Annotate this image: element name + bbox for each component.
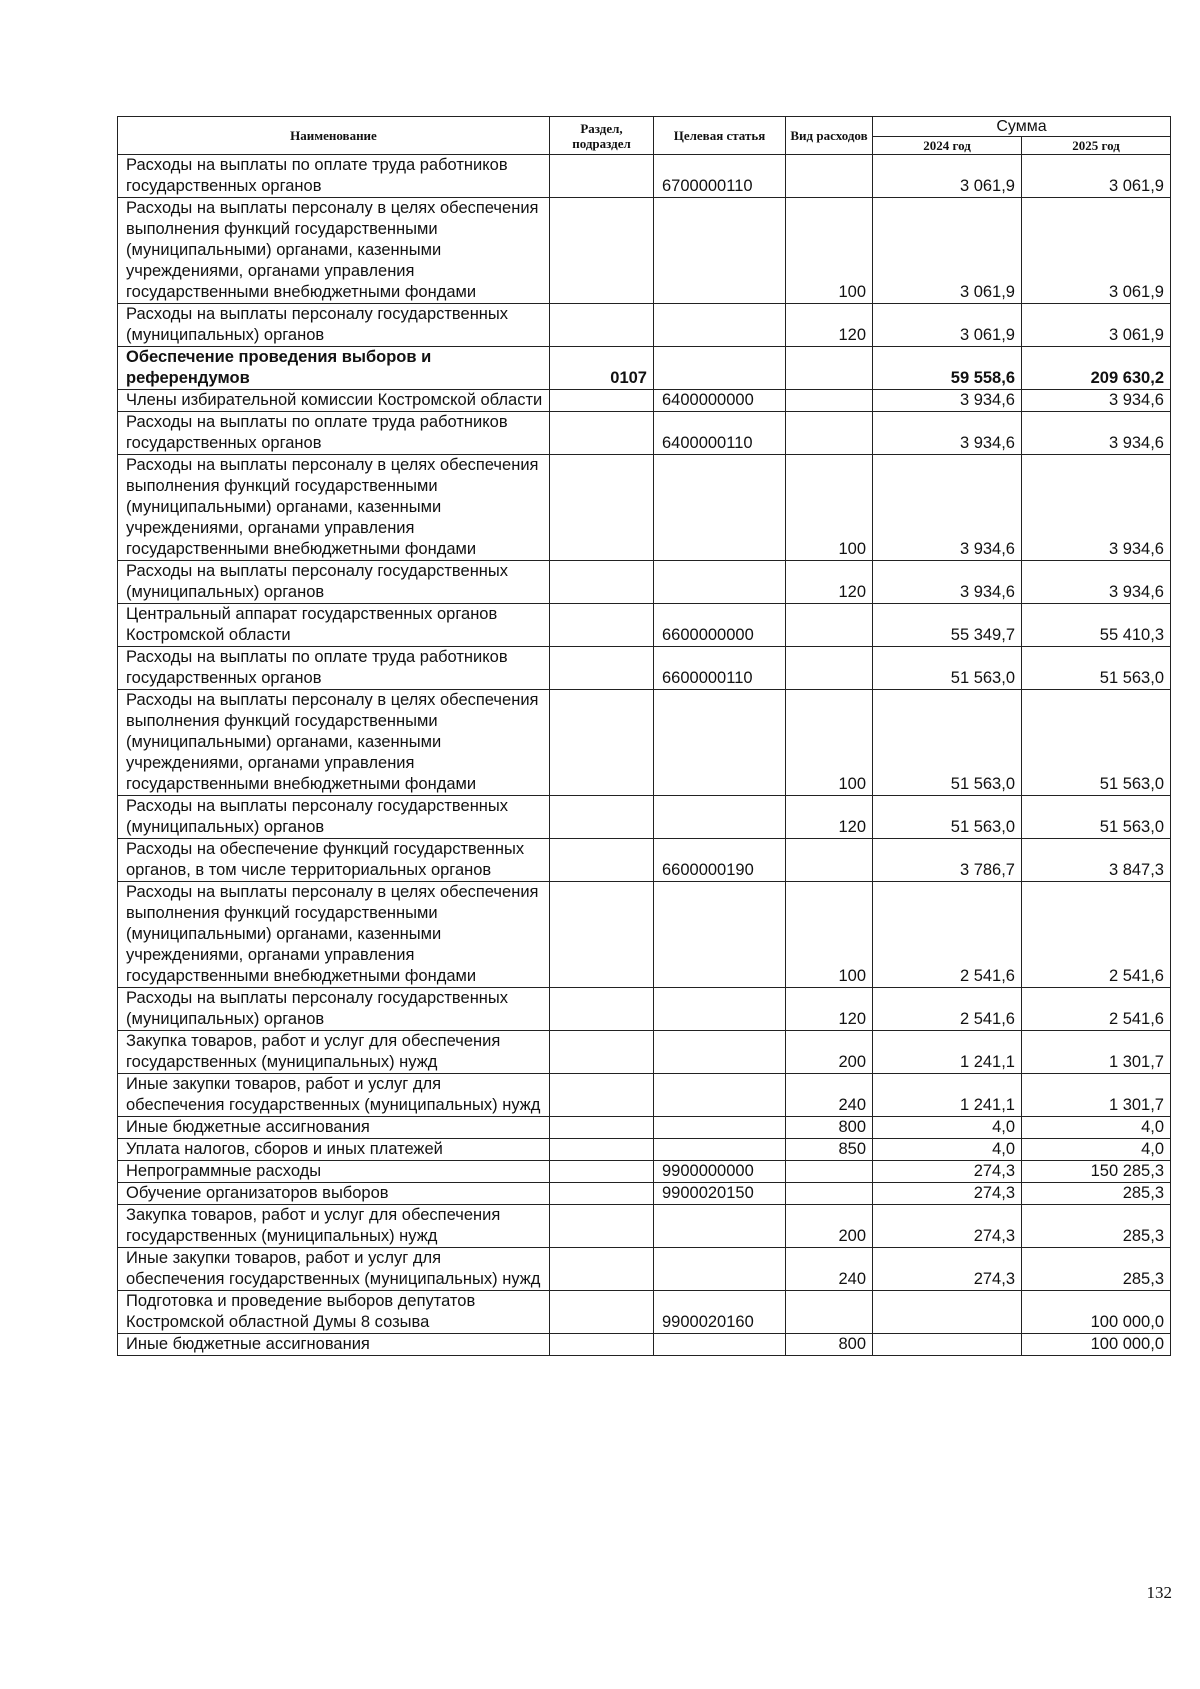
row-razdel: [550, 1117, 654, 1139]
row-sum-2024: 2 541,6: [873, 882, 1022, 988]
row-celevaya: [654, 1139, 786, 1161]
row-vid: 200: [786, 1205, 873, 1248]
row-sum-2024: 3 934,6: [873, 412, 1022, 455]
row-razdel: [550, 412, 654, 455]
row-celevaya: [654, 561, 786, 604]
row-name: Расходы на выплаты персоналу государственных (муниципальных) органов: [118, 304, 550, 347]
table-row: [118, 412, 1171, 455]
table-row: [118, 1291, 1171, 1334]
row-vid: 100: [786, 690, 873, 796]
row-razdel: [550, 155, 654, 198]
row-vid: 120: [786, 304, 873, 347]
row-sum-2025: 100 000,0: [1022, 1291, 1171, 1334]
row-name: Иные закупки товаров, работ и услуг для обеспечения государственных (муниципальных) нужд: [118, 1074, 550, 1117]
row-sum-2024: 3 786,7: [873, 839, 1022, 882]
row-name: Обеспечение проведения выборов и референдумов: [118, 347, 550, 390]
row-vid: 800: [786, 1117, 873, 1139]
row-vid: [786, 647, 873, 690]
row-celevaya: [654, 988, 786, 1031]
row-celevaya: 9900000000: [654, 1161, 786, 1183]
row-sum-2025: 285,3: [1022, 1183, 1171, 1205]
row-razdel: [550, 455, 654, 561]
row-vid: [786, 1183, 873, 1205]
row-sum-2025: 51 563,0: [1022, 796, 1171, 839]
table-row: [118, 690, 1171, 796]
row-celevaya: 6600000000: [654, 604, 786, 647]
row-vid: 240: [786, 1074, 873, 1117]
header-year-2024: 2024 год: [873, 137, 1022, 155]
header-celevaya: Целевая статья: [654, 117, 786, 155]
row-name: Расходы на выплаты персоналу в целях обеспечения выполнения функций государственными (муниципальными) органами, казенными учреждениями, органами управления государственными внебюджетными фондами: [118, 690, 550, 796]
row-name: Непрограммные расходы: [118, 1161, 550, 1183]
row-name: Расходы на выплаты персоналу государственных (муниципальных) органов: [118, 988, 550, 1031]
table-row: [118, 839, 1171, 882]
row-razdel: [550, 561, 654, 604]
row-celevaya: 6700000110: [654, 155, 786, 198]
row-celevaya: [654, 1248, 786, 1291]
row-sum-2025: 2 541,6: [1022, 882, 1171, 988]
row-sum-2024: 3 061,9: [873, 155, 1022, 198]
row-name: Закупка товаров, работ и услуг для обеспечения государственных (муниципальных) нужд: [118, 1205, 550, 1248]
row-vid: [786, 1161, 873, 1183]
row-name: Иные бюджетные ассигнования: [118, 1117, 550, 1139]
table-row: [118, 304, 1171, 347]
table-row: [118, 1334, 1171, 1356]
row-sum-2024: 59 558,6: [873, 347, 1022, 390]
row-sum-2024: [873, 1334, 1022, 1356]
row-sum-2025: 51 563,0: [1022, 647, 1171, 690]
row-vid: [786, 412, 873, 455]
row-sum-2025: 4,0: [1022, 1139, 1171, 1161]
row-vid: [786, 839, 873, 882]
table-row: [118, 882, 1171, 988]
row-name: Члены избирательной комиссии Костромской области: [118, 390, 550, 412]
row-name: Закупка товаров, работ и услуг для обеспечения государственных (муниципальных) нужд: [118, 1031, 550, 1074]
row-vid: 120: [786, 796, 873, 839]
row-sum-2025: 1 301,7: [1022, 1031, 1171, 1074]
table-row: [118, 347, 1171, 390]
row-sum-2024: 51 563,0: [873, 647, 1022, 690]
table-row: [118, 1161, 1171, 1183]
row-name: Расходы на выплаты персоналу государственных (муниципальных) органов: [118, 561, 550, 604]
row-sum-2025: 3 847,3: [1022, 839, 1171, 882]
row-name: Иные бюджетные ассигнования: [118, 1334, 550, 1356]
row-razdel: [550, 1183, 654, 1205]
row-sum-2025: 3 061,9: [1022, 155, 1171, 198]
row-razdel: [550, 1139, 654, 1161]
row-name: Расходы на обеспечение функций государственных органов, в том числе территориальных органов: [118, 839, 550, 882]
row-sum-2024: [873, 1291, 1022, 1334]
row-razdel: [550, 1161, 654, 1183]
row-sum-2024: 2 541,6: [873, 988, 1022, 1031]
row-sum-2025: 2 541,6: [1022, 988, 1171, 1031]
row-sum-2025: 285,3: [1022, 1205, 1171, 1248]
row-sum-2024: 3 934,6: [873, 455, 1022, 561]
row-celevaya: 9900020160: [654, 1291, 786, 1334]
row-razdel: [550, 304, 654, 347]
row-sum-2025: 55 410,3: [1022, 604, 1171, 647]
row-razdel: [550, 690, 654, 796]
row-razdel: [550, 198, 654, 304]
table-row: [118, 1117, 1171, 1139]
page-number: 132: [1146, 1583, 1172, 1602]
row-sum-2025: 3 934,6: [1022, 455, 1171, 561]
row-celevaya: 6400000000: [654, 390, 786, 412]
row-sum-2024: 274,3: [873, 1248, 1022, 1291]
row-sum-2024: 3 934,6: [873, 390, 1022, 412]
row-vid: 120: [786, 561, 873, 604]
row-celevaya: 6600000190: [654, 839, 786, 882]
row-celevaya: 6600000110: [654, 647, 786, 690]
table-row: [118, 604, 1171, 647]
row-celevaya: 9900020150: [654, 1183, 786, 1205]
row-name: Уплата налогов, сборов и иных платежей: [118, 1139, 550, 1161]
row-sum-2024: 3 061,9: [873, 198, 1022, 304]
row-razdel: [550, 1205, 654, 1248]
table-row: [118, 1248, 1171, 1291]
row-sum-2025: 100 000,0: [1022, 1334, 1171, 1356]
row-celevaya: [654, 1334, 786, 1356]
row-sum-2024: 4,0: [873, 1139, 1022, 1161]
row-name: Расходы на выплаты по оплате труда работников государственных органов: [118, 412, 550, 455]
table-row: [118, 455, 1171, 561]
table-row: [118, 1139, 1171, 1161]
row-razdel: 0107: [550, 347, 654, 390]
budget-table: [117, 116, 1171, 1356]
row-vid: [786, 604, 873, 647]
row-sum-2024: 1 241,1: [873, 1074, 1022, 1117]
table-row: [118, 1205, 1171, 1248]
table-row: [118, 988, 1171, 1031]
row-vid: 800: [786, 1334, 873, 1356]
row-name: Расходы на выплаты персоналу государственных (муниципальных) органов: [118, 796, 550, 839]
row-name: Обучение организаторов выборов: [118, 1183, 550, 1205]
row-vid: 100: [786, 455, 873, 561]
table-row: [118, 1074, 1171, 1117]
row-sum-2024: 274,3: [873, 1161, 1022, 1183]
row-sum-2025: 3 934,6: [1022, 412, 1171, 455]
row-name: Расходы на выплаты персоналу в целях обеспечения выполнения функций государственными (муниципальными) органами, казенными учреждениями, органами управления государственными внебюджетными фондами: [118, 882, 550, 988]
row-razdel: [550, 1248, 654, 1291]
row-name: Иные закупки товаров, работ и услуг для обеспечения государственных (муниципальных) нужд: [118, 1248, 550, 1291]
row-celevaya: [654, 198, 786, 304]
row-sum-2025: 3 061,9: [1022, 304, 1171, 347]
row-razdel: [550, 604, 654, 647]
row-sum-2024: 274,3: [873, 1205, 1022, 1248]
row-vid: 200: [786, 1031, 873, 1074]
header-razdel: Раздел, подраздел: [550, 117, 654, 155]
row-sum-2025: 285,3: [1022, 1248, 1171, 1291]
table-row: [118, 155, 1171, 198]
row-sum-2024: 1 241,1: [873, 1031, 1022, 1074]
header-year-2025: 2025 год: [1022, 137, 1171, 155]
row-celevaya: 6400000110: [654, 412, 786, 455]
table-row: [118, 647, 1171, 690]
row-vid: 100: [786, 198, 873, 304]
row-name: Расходы на выплаты персоналу в целях обеспечения выполнения функций государственными (муниципальными) органами, казенными учреждениями, органами управления государственными внебюджетными фондами: [118, 198, 550, 304]
row-sum-2025: 209 630,2: [1022, 347, 1171, 390]
row-vid: 240: [786, 1248, 873, 1291]
row-sum-2024: 51 563,0: [873, 796, 1022, 839]
row-celevaya: [654, 882, 786, 988]
row-vid: [786, 347, 873, 390]
row-sum-2024: 55 349,7: [873, 604, 1022, 647]
row-sum-2025: 3 934,6: [1022, 390, 1171, 412]
row-razdel: [550, 390, 654, 412]
row-sum-2025: 150 285,3: [1022, 1161, 1171, 1183]
row-sum-2025: 3 061,9: [1022, 198, 1171, 304]
row-celevaya: [654, 1031, 786, 1074]
row-razdel: [550, 839, 654, 882]
row-celevaya: [654, 304, 786, 347]
row-celevaya: [654, 690, 786, 796]
row-vid: [786, 1291, 873, 1334]
row-vid: 120: [786, 988, 873, 1031]
row-celevaya: [654, 1205, 786, 1248]
row-sum-2025: 1 301,7: [1022, 1074, 1171, 1117]
row-razdel: [550, 796, 654, 839]
header-name: Наименование: [118, 117, 550, 155]
row-vid: [786, 155, 873, 198]
row-razdel: [550, 988, 654, 1031]
row-vid: [786, 390, 873, 412]
row-name: Расходы на выплаты по оплате труда работников государственных органов: [118, 647, 550, 690]
row-razdel: [550, 882, 654, 988]
row-celevaya: [654, 1117, 786, 1139]
table-row: [118, 1183, 1171, 1205]
row-celevaya: [654, 796, 786, 839]
table-row: [118, 1031, 1171, 1074]
table-row: [118, 561, 1171, 604]
row-sum-2025: 3 934,6: [1022, 561, 1171, 604]
row-sum-2024: 3 934,6: [873, 561, 1022, 604]
row-name: Расходы на выплаты по оплате труда работников государственных органов: [118, 155, 550, 198]
row-razdel: [550, 1291, 654, 1334]
row-name: Подготовка и проведение выборов депутатов Костромской областной Думы 8 созыва: [118, 1291, 550, 1334]
table-row: [118, 390, 1171, 412]
row-celevaya: [654, 455, 786, 561]
row-razdel: [550, 1074, 654, 1117]
row-sum-2024: 51 563,0: [873, 690, 1022, 796]
header-summa: Сумма: [873, 117, 1171, 137]
row-celevaya: [654, 1074, 786, 1117]
row-sum-2024: 274,3: [873, 1183, 1022, 1205]
row-vid: 850: [786, 1139, 873, 1161]
row-sum-2024: 4,0: [873, 1117, 1022, 1139]
header-vid: Вид расходов: [786, 117, 873, 155]
row-vid: 100: [786, 882, 873, 988]
row-name: Расходы на выплаты персоналу в целях обеспечения выполнения функций государственными (муниципальными) органами, казенными учреждениями, органами управления государственными внебюджетными фондами: [118, 455, 550, 561]
row-razdel: [550, 1031, 654, 1074]
row-sum-2025: 4,0: [1022, 1117, 1171, 1139]
table-body: [118, 155, 1171, 1356]
row-sum-2025: 51 563,0: [1022, 690, 1171, 796]
row-razdel: [550, 647, 654, 690]
row-celevaya: [654, 347, 786, 390]
row-name: Центральный аппарат государственных органов Костромской области: [118, 604, 550, 647]
table-row: [118, 198, 1171, 304]
table-row: [118, 796, 1171, 839]
row-razdel: [550, 1334, 654, 1356]
row-sum-2024: 3 061,9: [873, 304, 1022, 347]
